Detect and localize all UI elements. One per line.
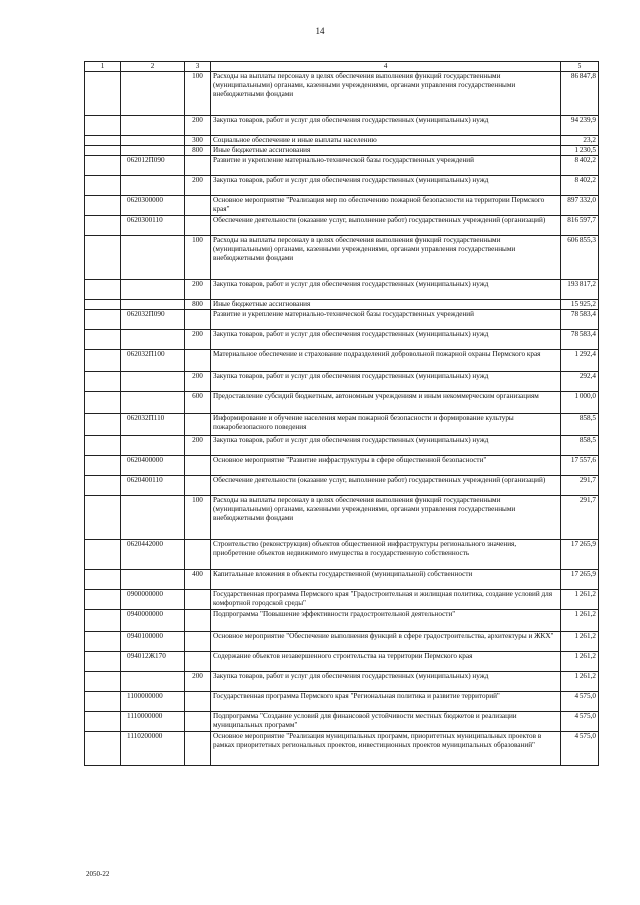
table-row bbox=[85, 300, 599, 310]
cell-budget-code bbox=[121, 280, 185, 300]
cell-budget-code: 0900000000 bbox=[121, 590, 185, 610]
cell-expense-type: 200 bbox=[185, 116, 211, 136]
cell-amount: 1 261,2 bbox=[561, 672, 599, 692]
cell-col-1 bbox=[85, 392, 121, 414]
cell-budget-code bbox=[121, 436, 185, 456]
cell-budget-code: 1110200000 bbox=[121, 732, 185, 766]
cell-description: Расходы на выплаты персоналу в целях обеспечения выполнения функций государственными (муниципальными) органами, казенными учреждениями, органами управления государственными внебюджетными фондами bbox=[211, 236, 561, 280]
table-row bbox=[85, 456, 599, 476]
cell-col-1 bbox=[85, 310, 121, 330]
cell-description: Подпрограмма "Создание условий для финансовой устойчивости местных бюджетов и реализации муниципальных программ" bbox=[211, 712, 561, 732]
cell-expense-type bbox=[185, 310, 211, 330]
cell-col-1 bbox=[85, 496, 121, 540]
header-row bbox=[85, 62, 599, 72]
cell-description: Капитальные вложения в объекты государственной (муниципальной) собственности bbox=[211, 570, 561, 590]
cell-description: Закупка товаров, работ и услуг для обеспечения государственных (муниципальных) нужд bbox=[211, 116, 561, 136]
cell-expense-type: 800 bbox=[185, 146, 211, 156]
cell-col-1 bbox=[85, 280, 121, 300]
cell-expense-type bbox=[185, 196, 211, 216]
cell-budget-code bbox=[121, 672, 185, 692]
cell-budget-code: 0620400110 bbox=[121, 476, 185, 496]
cell-col-1 bbox=[85, 176, 121, 196]
cell-col-1 bbox=[85, 672, 121, 692]
cell-expense-type bbox=[185, 692, 211, 712]
cell-expense-type bbox=[185, 350, 211, 372]
cell-budget-code bbox=[121, 72, 185, 116]
cell-budget-code: 0620442000 bbox=[121, 540, 185, 570]
cell-col-1 bbox=[85, 732, 121, 766]
cell-description: Закупка товаров, работ и услуг для обеспечения государственных (муниципальных) нужд bbox=[211, 280, 561, 300]
cell-expense-type bbox=[185, 156, 211, 176]
cell-description: Материальное обеспечение и страхование подразделений добровольной пожарной охраны Пермского края bbox=[211, 350, 561, 372]
table-row bbox=[85, 236, 599, 280]
cell-expense-type: 200 bbox=[185, 436, 211, 456]
cell-amount: 291,7 bbox=[561, 476, 599, 496]
cell-expense-type: 100 bbox=[185, 72, 211, 116]
header-col-5: 5 bbox=[561, 62, 599, 72]
cell-col-1 bbox=[85, 216, 121, 236]
table-row bbox=[85, 590, 599, 610]
cell-budget-code: 062032П110 bbox=[121, 414, 185, 436]
cell-description: Информирование и обучение населения мерам пожарной безопасности и формирование культуры пожаробезопасного поведения bbox=[211, 414, 561, 436]
cell-budget-code bbox=[121, 372, 185, 392]
cell-description: Иные бюджетные ассигнования bbox=[211, 300, 561, 310]
table-row bbox=[85, 156, 599, 176]
cell-expense-type: 400 bbox=[185, 570, 211, 590]
cell-col-1 bbox=[85, 436, 121, 456]
cell-amount: 86 847,8 bbox=[561, 72, 599, 116]
cell-description: Строительство (реконструкция) объектов общественной инфраструктуры регионального значения, приобретение объектов недвижимого имущества в государственную собственность bbox=[211, 540, 561, 570]
cell-description: Закупка товаров, работ и услуг для обеспечения государственных (муниципальных) нужд bbox=[211, 372, 561, 392]
table-row bbox=[85, 570, 599, 590]
cell-expense-type: 200 bbox=[185, 280, 211, 300]
cell-expense-type bbox=[185, 414, 211, 436]
cell-description: Предоставление субсидий бюджетным, автономным учреждениям и иным некоммерческим организациям bbox=[211, 392, 561, 414]
cell-expense-type: 300 bbox=[185, 136, 211, 146]
cell-description: Расходы на выплаты персоналу в целях обеспечения выполнения функций государственными (муниципальными) органами, казенными учреждениями, органами управления государственными внебюджетными фондами bbox=[211, 496, 561, 540]
cell-expense-type bbox=[185, 540, 211, 570]
table-row bbox=[85, 72, 599, 116]
cell-budget-code bbox=[121, 330, 185, 350]
cell-col-1 bbox=[85, 330, 121, 350]
cell-amount: 291,7 bbox=[561, 496, 599, 540]
cell-amount: 4 575,0 bbox=[561, 712, 599, 732]
table-row bbox=[85, 414, 599, 436]
cell-budget-code: 062012П090 bbox=[121, 156, 185, 176]
cell-budget-code bbox=[121, 116, 185, 136]
cell-budget-code: 062032П090 bbox=[121, 310, 185, 330]
table-row bbox=[85, 196, 599, 216]
header-col-3: 3 bbox=[185, 62, 211, 72]
cell-expense-type: 100 bbox=[185, 236, 211, 280]
cell-col-1 bbox=[85, 116, 121, 136]
cell-amount: 1 292,4 bbox=[561, 350, 599, 372]
cell-amount: 4 575,0 bbox=[561, 732, 599, 766]
cell-amount: 1 000,0 bbox=[561, 392, 599, 414]
cell-amount: 816 597,7 bbox=[561, 216, 599, 236]
header-col-1: 1 bbox=[85, 62, 121, 72]
cell-description: Основное мероприятие "Обеспечение выполнения функций в сфере градостроительства, архитектуры и ЖКХ" bbox=[211, 632, 561, 652]
cell-amount: 17 557,6 bbox=[561, 456, 599, 476]
cell-description: Подпрограмма "Повышение эффективности градостроительной деятельности" bbox=[211, 610, 561, 632]
cell-budget-code: 0940000000 bbox=[121, 610, 185, 632]
cell-col-1 bbox=[85, 652, 121, 672]
cell-amount: 17 265,9 bbox=[561, 570, 599, 590]
cell-expense-type bbox=[185, 216, 211, 236]
table-row bbox=[85, 712, 599, 732]
cell-budget-code: 0620400000 bbox=[121, 456, 185, 476]
cell-budget-code bbox=[121, 392, 185, 414]
cell-description: Государственная программа Пермского края "Градостроительная и жилищная политика, создание условий для комфортной городской среды" bbox=[211, 590, 561, 610]
cell-amount: 94 239,9 bbox=[561, 116, 599, 136]
header-col-4: 4 bbox=[211, 62, 561, 72]
table-row bbox=[85, 692, 599, 712]
cell-description: Иные бюджетные ассигнования bbox=[211, 146, 561, 156]
table-row bbox=[85, 216, 599, 236]
cell-col-1 bbox=[85, 590, 121, 610]
table-row bbox=[85, 310, 599, 330]
table-row bbox=[85, 392, 599, 414]
cell-expense-type: 200 bbox=[185, 330, 211, 350]
budget-table bbox=[84, 61, 599, 766]
cell-col-1 bbox=[85, 692, 121, 712]
cell-budget-code: 094012Ж170 bbox=[121, 652, 185, 672]
cell-amount: 292,4 bbox=[561, 372, 599, 392]
cell-budget-code: 0620300000 bbox=[121, 196, 185, 216]
cell-amount: 8 402,2 bbox=[561, 156, 599, 176]
cell-budget-code bbox=[121, 136, 185, 146]
cell-col-1 bbox=[85, 456, 121, 476]
table-row bbox=[85, 372, 599, 392]
cell-expense-type bbox=[185, 476, 211, 496]
cell-description: Развитие и укрепление материально-технической базы государственных учреждений bbox=[211, 310, 561, 330]
cell-description: Обеспечение деятельности (оказание услуг, выполнение работ) государственных учреждений (организаций) bbox=[211, 476, 561, 496]
table-row bbox=[85, 496, 599, 540]
table-row bbox=[85, 652, 599, 672]
cell-col-1 bbox=[85, 712, 121, 732]
cell-budget-code bbox=[121, 236, 185, 280]
footer-code: 2050-22 bbox=[86, 870, 110, 878]
cell-expense-type bbox=[185, 610, 211, 632]
cell-col-1 bbox=[85, 146, 121, 156]
cell-description: Обеспечение деятельности (оказание услуг, выполнение работ) государственных учреждений (организаций) bbox=[211, 216, 561, 236]
cell-amount: 4 575,0 bbox=[561, 692, 599, 712]
cell-amount: 1 261,2 bbox=[561, 590, 599, 610]
table-row bbox=[85, 330, 599, 350]
cell-expense-type: 200 bbox=[185, 176, 211, 196]
cell-description: Содержание объектов незавершенного строительства на территории Пермского края bbox=[211, 652, 561, 672]
page-number: 14 bbox=[315, 26, 325, 36]
table-row bbox=[85, 350, 599, 372]
table-row bbox=[85, 436, 599, 456]
cell-col-1 bbox=[85, 72, 121, 116]
cell-amount: 858,5 bbox=[561, 414, 599, 436]
cell-col-1 bbox=[85, 350, 121, 372]
cell-description: Закупка товаров, работ и услуг для обеспечения государственных (муниципальных) нужд bbox=[211, 436, 561, 456]
table-row bbox=[85, 116, 599, 136]
cell-amount: 897 332,0 bbox=[561, 196, 599, 216]
cell-description: Основное мероприятие "Развитие инфраструктуры в сфере общественной безопасности" bbox=[211, 456, 561, 476]
cell-description: Развитие и укрепление материально-технической базы государственных учреждений bbox=[211, 156, 561, 176]
cell-amount: 1 261,2 bbox=[561, 610, 599, 632]
cell-description: Основное мероприятие "Реализация мер по обеспечению пожарной безопасности на территории Пермского края" bbox=[211, 196, 561, 216]
cell-amount: 8 402,2 bbox=[561, 176, 599, 196]
table-row bbox=[85, 176, 599, 196]
cell-col-1 bbox=[85, 632, 121, 652]
cell-amount: 78 583,4 bbox=[561, 310, 599, 330]
cell-budget-code: 1110000000 bbox=[121, 712, 185, 732]
cell-description: Основное мероприятие "Реализация муниципальных программ, приоритетных муниципальных проектов в рамках приоритетных региональных проектов, инвестиционных проектов муниципальных образований" bbox=[211, 732, 561, 766]
cell-col-1 bbox=[85, 196, 121, 216]
cell-amount: 606 855,3 bbox=[561, 236, 599, 280]
cell-budget-code bbox=[121, 300, 185, 310]
cell-budget-code: 0620300110 bbox=[121, 216, 185, 236]
table-row bbox=[85, 732, 599, 766]
table-body bbox=[85, 72, 599, 766]
cell-budget-code bbox=[121, 176, 185, 196]
cell-expense-type bbox=[185, 590, 211, 610]
cell-expense-type bbox=[185, 652, 211, 672]
cell-expense-type: 800 bbox=[185, 300, 211, 310]
cell-expense-type bbox=[185, 712, 211, 732]
cell-budget-code: 0940100000 bbox=[121, 632, 185, 652]
cell-description: Закупка товаров, работ и услуг для обеспечения государственных (муниципальных) нужд bbox=[211, 330, 561, 350]
cell-expense-type bbox=[185, 632, 211, 652]
cell-amount: 858,5 bbox=[561, 436, 599, 456]
table-row bbox=[85, 610, 599, 632]
table-row bbox=[85, 476, 599, 496]
cell-description: Социальное обеспечение и иные выплаты населению bbox=[211, 136, 561, 146]
cell-col-1 bbox=[85, 540, 121, 570]
cell-description: Расходы на выплаты персоналу в целях обеспечения выполнения функций государственными (муниципальными) органами, казенными учреждениями, органами управления государственными внебюджетными фондами bbox=[211, 72, 561, 116]
cell-col-1 bbox=[85, 570, 121, 590]
header-col-2: 2 bbox=[121, 62, 185, 72]
cell-amount: 15 925,2 bbox=[561, 300, 599, 310]
cell-col-1 bbox=[85, 300, 121, 310]
table-row bbox=[85, 280, 599, 300]
cell-expense-type: 200 bbox=[185, 672, 211, 692]
cell-budget-code bbox=[121, 146, 185, 156]
table-row bbox=[85, 540, 599, 570]
cell-expense-type: 200 bbox=[185, 372, 211, 392]
cell-budget-code bbox=[121, 570, 185, 590]
cell-col-1 bbox=[85, 136, 121, 146]
table-row bbox=[85, 146, 599, 156]
cell-description: Закупка товаров, работ и услуг для обеспечения государственных (муниципальных) нужд bbox=[211, 672, 561, 692]
cell-expense-type bbox=[185, 732, 211, 766]
cell-amount: 78 583,4 bbox=[561, 330, 599, 350]
table-row bbox=[85, 632, 599, 652]
cell-amount: 17 265,9 bbox=[561, 540, 599, 570]
table-row bbox=[85, 672, 599, 692]
cell-budget-code bbox=[121, 496, 185, 540]
cell-col-1 bbox=[85, 156, 121, 176]
cell-amount: 193 817,2 bbox=[561, 280, 599, 300]
cell-col-1 bbox=[85, 610, 121, 632]
cell-col-1 bbox=[85, 372, 121, 392]
cell-budget-code: 062032П100 bbox=[121, 350, 185, 372]
cell-description: Закупка товаров, работ и услуг для обеспечения государственных (муниципальных) нужд bbox=[211, 176, 561, 196]
cell-col-1 bbox=[85, 476, 121, 496]
cell-col-1 bbox=[85, 414, 121, 436]
cell-expense-type: 100 bbox=[185, 496, 211, 540]
cell-description: Государственная программа Пермского края "Региональная политика и развитие территорий" bbox=[211, 692, 561, 712]
cell-col-1 bbox=[85, 236, 121, 280]
cell-expense-type: 600 bbox=[185, 392, 211, 414]
cell-amount: 1 230,5 bbox=[561, 146, 599, 156]
cell-amount: 1 261,2 bbox=[561, 652, 599, 672]
table-row bbox=[85, 136, 599, 146]
cell-expense-type bbox=[185, 456, 211, 476]
cell-amount: 1 261,2 bbox=[561, 632, 599, 652]
cell-amount: 23,2 bbox=[561, 136, 599, 146]
cell-budget-code: 1100000000 bbox=[121, 692, 185, 712]
